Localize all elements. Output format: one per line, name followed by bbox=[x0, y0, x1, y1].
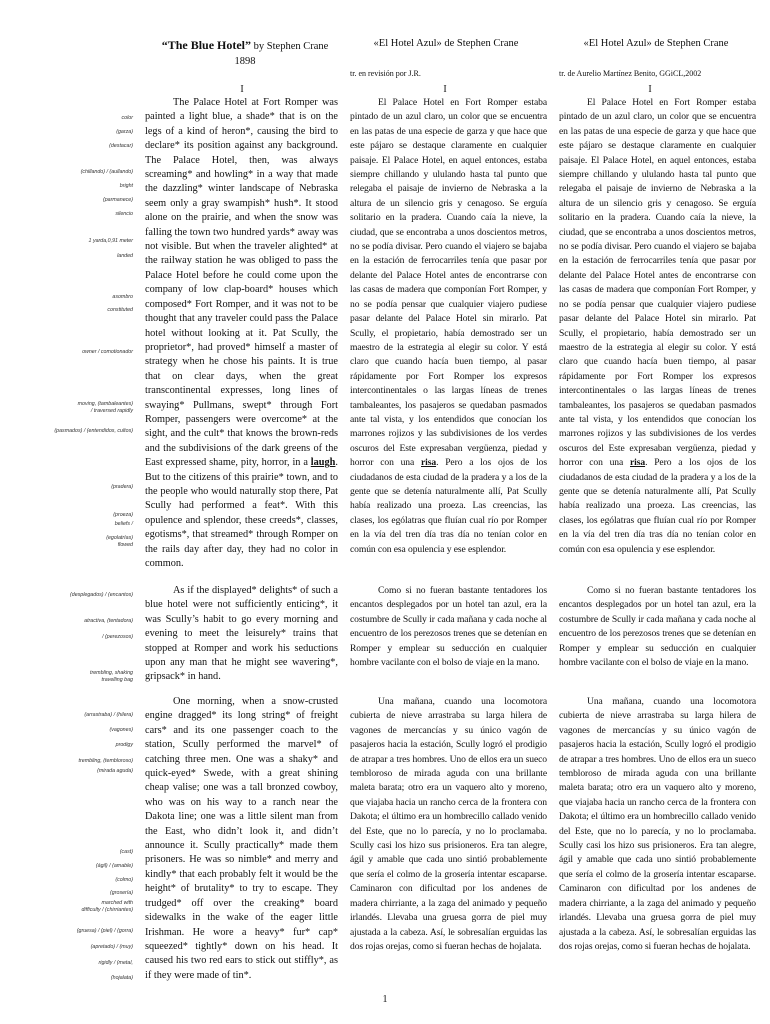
gloss: silencio bbox=[115, 211, 133, 217]
spanish1-paragraph-2: Como si no fueran bastante tentadores los encantos desplegados por un hotel tan azul, era la costumbre de Scully ir cada mañana y cada noche al encuentro de los perezosos trenes que se detenían en Romper y emplear su seducción en cualquier hombre vacilante con el bolso de viaje en la mano. bbox=[350, 585, 547, 669]
gloss: asombro bbox=[112, 294, 133, 300]
gloss: constituted bbox=[107, 307, 133, 313]
gloss: color bbox=[121, 115, 133, 121]
gloss: (garza) bbox=[116, 129, 133, 135]
english-paragraph-2: As if the displayed* delights* of such a blue hotel were not sufficiently enticing*, it was Scully’s habit to go every morning and evening to meet the leisurely* trains that stopped at Romper and work his seductions upon any man that he might see wavering*, gripsack* in hand. bbox=[145, 585, 338, 683]
spanish1-paragraph-3: Una mañana, cuando una locomotora cubierta de nieve arrastraba su larga hilera de vagones de mercancías y su único vagón de pasajeros hacia la estación, Scully logró el prodigio de atrapar a tres hombres. Uno de ellos era un sueco tembloroso de mirada aguda con una brillante maleta barata; otro era un vaquero alto y moreno, que viajaba hacia un rancho cerca de la frontera con Dakota; el último era un hombrecillo callado venido del Este, que no lo parecía, y no lo proclamaba. Scully casi los hizo sus prisioneros. Era tan alegre, ágil y amable que cada uno sintió probablemente que sería el colmo de la grosería intentar escaparse. Caminaron con dificultad por los andenes de madera chirriante, a la zaga del animado y pequeño irlandés. Llevaba una gruesa gorra de piel muy ajustada a la cabeza. Así, le sobresalían erguidas las dos rojas orejas, como si fueran hechas de hojalata. bbox=[350, 696, 547, 952]
gloss: atractiva, (tentadora) bbox=[84, 618, 133, 624]
gloss: difficulty / (chirriantes) bbox=[81, 907, 133, 913]
gloss: trembling, (tembloroso) bbox=[78, 758, 133, 764]
gloss: flowed bbox=[117, 542, 133, 548]
gloss: (parmanece) bbox=[102, 197, 133, 203]
gloss: (apretado) / (muy) bbox=[90, 944, 133, 950]
gloss: 1 yarda,0,91 meter bbox=[88, 238, 133, 244]
gloss: moving, (tambaleantes) bbox=[77, 401, 133, 407]
gloss: beliefs / bbox=[114, 521, 133, 527]
section-number-es1: I bbox=[443, 84, 447, 95]
section-number-en: I bbox=[240, 84, 244, 95]
gloss: prodigy bbox=[115, 742, 133, 748]
spanish2-paragraph-1: El Palace Hotel en Fort Romper estaba pintado de un azul claro, un color que se encuentra en las patas de una especie de garza y que hace que este pájaro se destaque claramente en cualquier paisaje. El Palace Hotel, en aquel entonces, estaba siempre chillando y ululando hasta tal punto que relegaba el paisaje de invierno de Nebraska a la altura de un silencio gris y cenagoso. Se erguía solitario en la pradera. Cuando caía la nieve, la ciudad, que se encontraba a unos doscientos metros, no se podía divisar. Pero cuando el viajero se bajaba en la estación de ferrocarriles tenía que pasar por delante del Palace Hotel antes de encontrarse con las casas de madera que componían Fort Romper, y no se podía pensar que cualquier viajero pudiese pasar delante del Palace Hotel sin mirarlo. Pat Scully, el propietario, había demostrado ser un maestro de la estrategia al elegir su color. Y está claro que cuando hacía buen tiempo, al pasar rápidamente por Fort Romper los expresos intercontinentales o las largas líneas de trenes tambaleantes, los pasajeros se quedaban pasmados ante tal vista, y los entendidos que conocían los marrones rojizos y las subdivisiones de los verdes oscuros del Este expresaban vergüenza, piedad y horror con una risa. Pero a los ojos de los ciudadanos de esta ciudad de la pradera y a los de la gente que se detenía naturalmente allí, Pat Scully había realizado una proeza. Las creencias, las clases, los ególatras que fluían cual río por Romper en la vía del tren día tras día no tenían color en común con esa opulencia y ese esplendor. bbox=[559, 97, 756, 555]
gloss: (proeza) bbox=[113, 512, 133, 518]
gloss: trembling, shaking bbox=[90, 670, 133, 676]
gloss: (chillando) / (aullando) bbox=[80, 169, 133, 175]
gloss: (egolatrías) bbox=[106, 535, 133, 541]
gloss: owner / comotionador bbox=[82, 349, 133, 355]
gloss: rigidly / (metal, bbox=[98, 960, 133, 966]
english-paragraph-3: One morning, when a snow-crusted engine dragged* its long string* of freight cars* and its one passenger coach to the station, Scully performed the marvel* of catching three men. One was a shaky* and quick-eyed* Swede, with a great shining cheap valise; one was a tall bronzed cowboy, who was on his way to a ranch near the Dakota line; one was a little silent man from the East, who didn’t look it, and didn’t announce it. Scully practically* made them prisoners. He was so nimble* and merry and kindly* that each probably felt it would be the height* of brutality* to try to escape. They trudged* off over the creaking* board sidewalks in the wake of the eager little Irishman. He wore a heavy* fur* cap* squeezed* tightly* down on his head. It caused his two red ears to stick out stiffly*, as if they were made of tin*. bbox=[145, 696, 338, 981]
gloss: (hojalata) bbox=[110, 975, 133, 981]
gloss: (mirada aguda) bbox=[97, 768, 133, 774]
translator-note-1: tr. en revisión por J.R. bbox=[350, 69, 421, 78]
gloss: travelling bag bbox=[101, 677, 133, 683]
gloss: (colmo) bbox=[115, 877, 133, 883]
gloss: (vagones) bbox=[109, 727, 133, 733]
gloss: (arrastraba) / (hilera) bbox=[84, 712, 133, 718]
gloss: (desplegados) / (encantos) bbox=[69, 592, 133, 598]
english-year: 1898 bbox=[234, 56, 256, 67]
gloss: (pasmados) / (entendidos, cultos) bbox=[54, 428, 133, 434]
margin-glosses bbox=[0, 0, 133, 1024]
section-number-es2: I bbox=[648, 84, 652, 95]
spanish-title-2: «El Hotel Azul» de Stephen Crane bbox=[583, 38, 729, 49]
page-number: 1 bbox=[382, 994, 388, 1005]
spanish2-paragraph-3: Una mañana, cuando una locomotora cubierta de nieve arrastraba su larga hilera de vagones de mercancías y su único vagón de pasajeros hacia la estación, Scully logró el prodigio de atrapar a tres hombres. Uno de ellos era un sueco tembloroso de mirada aguda con una brillante maleta barata; otro era un vaquero alto y moreno, que viajaba hacia un rancho cerca de la frontera con Dakota; el último era un hombrecillo callado venido del Este, que no lo parecía, y no lo proclamaba. Scully casi los hizo sus prisioneros. Era tan alegre, ágil y amable que cada uno sintió probablemente que sería el colmo de la grosería intentar escaparse. Caminaron con dificultad por los andenes de madera chirriante, a la zaga del animado y pequeño irlandés. Llevaba una gruesa gorra de piel muy ajustada a la cabeza. Así, le sobresalían erguidas las dos rojas orejas, como si fueran hechas de hojalata. bbox=[559, 696, 756, 952]
gloss: / traversed rapidly bbox=[90, 408, 133, 414]
english-title-block bbox=[143, 38, 347, 69]
translator-note-2: tr. de Aurelio Martínez Benito, GGiCL,2002 bbox=[559, 69, 702, 78]
gloss: / (perezosos) bbox=[102, 634, 133, 640]
gloss: (destacar) bbox=[109, 143, 133, 149]
gloss: marched with bbox=[101, 900, 133, 906]
gloss: (cast) bbox=[119, 849, 133, 855]
spanish2-paragraph-2: Como si no fueran bastante tentadores los encantos desplegados por un hotel tan azul, era la costumbre de Scully ir cada mañana y cada noche al encuentro de los perezosos trenes que se detenían en Romper y emplear su seducción en cualquier hombre vacilante con el bolso de viaje en la mano. bbox=[559, 585, 756, 669]
gloss: (grosería) bbox=[110, 890, 133, 896]
gloss: (pradera) bbox=[111, 484, 133, 490]
gloss: landed bbox=[117, 253, 133, 259]
english-byline: by Stephen Crane bbox=[253, 41, 329, 52]
gloss: bright bbox=[119, 183, 133, 189]
spanish1-paragraph-1: El Palace Hotel en Fort Romper estaba pintado de un azul claro, un color que se encuentra en las patas de una especie de garza y que hace que este pájaro se destaque claramente en cualquier paisaje. El Palace Hotel, en aquel entonces, estaba siempre chillando y ululando hasta tal punto que relegaba el paisaje de invierno de Nebraska a la altura de un silencio gris y cenagoso. Se erguía solitario en la pradera. Cuando caía la nieve, la ciudad, que se encontraba a unos doscientos metros, no se podía divisar. Pero cuando el viajero se bajaba en la estación de ferrocarriles tenía que pasar por delante del Palace Hotel antes de encontrarse con las casas de madera que componían Fort Romper, y no se podía pensar que cualquier viajero pudiese pasar delante del Palace Hotel sin mirarlo. Pat Scully, el propietario, había demostrado ser un maestro de la estrategia al elegir su color. Y está claro que cuando hacía buen tiempo, al pasar rápidamente por Fort Romper los expresos intercontinentales o las largas líneas de trenes tambaleantes, los pasajeros se quedaban pasmados ante tal vista, y los entendidos que conocían los marrones rojizos y las subdivisiones de los verdes oscuros del Este expresaban vergüenza, piedad y horror con una risa. Pero a los ojos de los ciudadanos de esta ciudad de la pradera y a los de la gente que se detenía naturalmente allí, Pat Scully había realizado una proeza. Las creencias, las clases, los ególatras que fluían cual río por Romper en la vía del tren día tras día no tenían color en común con esa opulencia y ese esplendor. bbox=[350, 97, 547, 555]
english-title: “The Blue Hotel” bbox=[161, 38, 252, 52]
spanish-title-1: «El Hotel Azul» de Stephen Crane bbox=[373, 38, 519, 49]
gloss: (gruesa) / (piel) / (gorra) bbox=[76, 928, 133, 934]
gloss: (ágil) / (amable) bbox=[95, 863, 133, 869]
english-paragraph-1: The Palace Hotel at Fort Romper was painted a light blue, a shade* that is on the legs of a kind of heron*, causing the bird to declare* its position against any background. The Palace Hotel, then, was always screaming* and howling* in a way that made the dazzling* winter landscape of Nebraska seem only a gray swampish* hush*. It stood alone on the prairie, and when the snow was falling the town two hundred yards* away was not visible. But when the traveler alighted* at the railway station he was obliged to pass the Palace Hotel before he could come upon the company of low clap-board* houses which composed* Fort Romper, and it was not to be thought that any traveler could pass the Palace hotel without looking at it. Pat Scully, the proprietor*, had proved* himself a master of strategy when he chose his paints. It is true that on clear days, when the great transcontinental expresses, long lines of swaying* Pullmans, swept* through Fort Romper, passengers were overcome* at the sight, and the cult* that knows the brown-reds and the subdivisions of the dark greens of the East expressed shame, pity, horror, in a laugh. But to the citizens of this prairie* town, and to the people who would naturally stop there, Pat Scully had performed a feat*. With this opulence and splendor, these creeds*, classes, egotisms*, that streamed* through Romper on the rails day after day, they had no color in common. bbox=[145, 97, 338, 569]
